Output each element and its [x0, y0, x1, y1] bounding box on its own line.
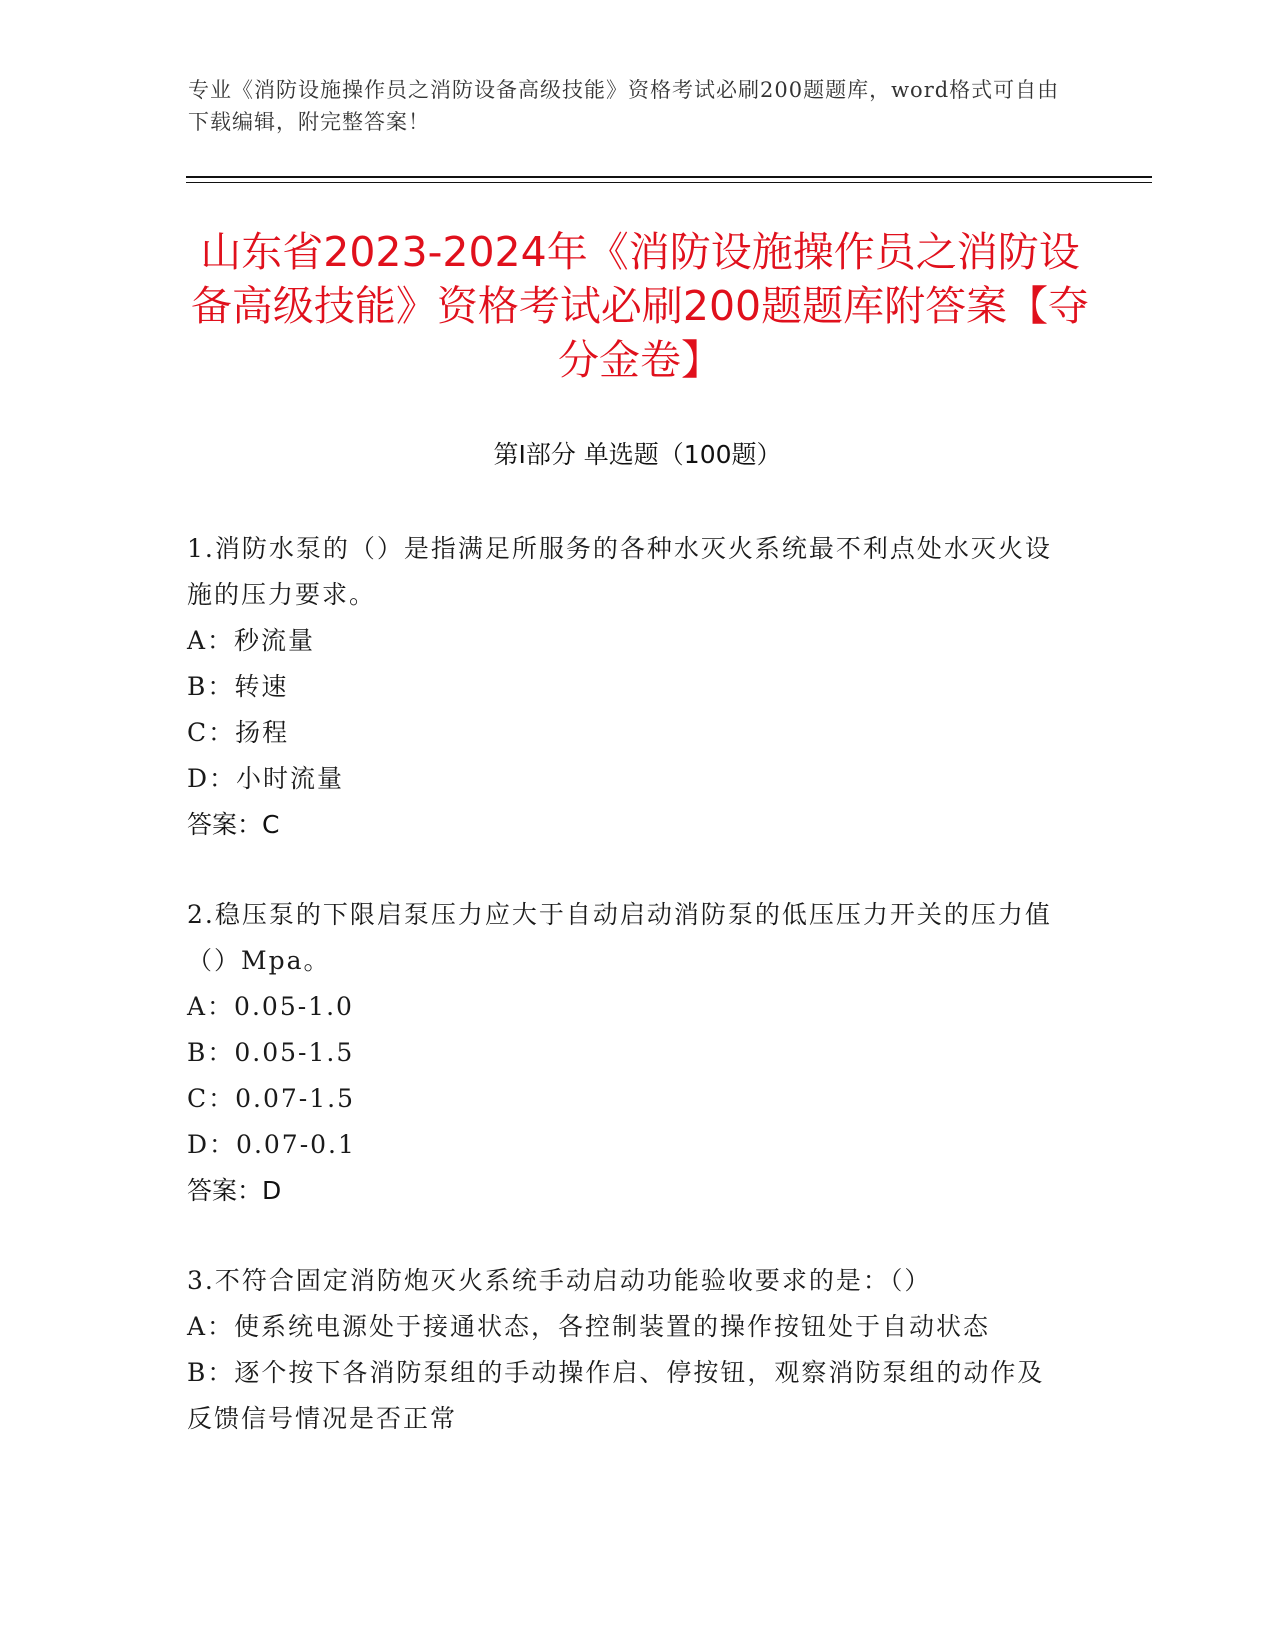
option-a: A：秒流量 — [187, 626, 316, 655]
option-b: B：0.05-1.5 — [187, 1038, 355, 1067]
option-b: B：逐个按下各消防泵组的手动操作启、停按钮，观察消防泵组的动作及反馈信号情况是否正常 — [187, 1358, 1045, 1433]
option-a: A：使系统电源处于接通状态，各控制装置的操作按钮处于自动状态 — [187, 1312, 991, 1341]
question-stem: 1.消防水泵的（）是指满足所服务的各种水灭火系统最不利点处水灭火设施的压力要求。 — [187, 534, 1052, 609]
option-d: D：0.07-0.1 — [187, 1130, 356, 1159]
question-stem: 3.不符合固定消防炮灭火系统手动启动功能验收要求的是：（） — [187, 1266, 932, 1295]
question-list — [187, 526, 1067, 1486]
question-3 — [187, 1258, 1067, 1442]
header-divider-thick — [186, 176, 1152, 178]
header-note: 专业《消防设施操作员之消防设备高级技能》资格考试必刷200题题库，word格式可自由下载编辑，附完整答案！ — [188, 78, 1060, 134]
section-title: 第Ⅰ部分 单选题（100题） — [493, 440, 782, 469]
answer: 答案：C — [187, 810, 280, 839]
answer: 答案：D — [187, 1176, 282, 1205]
option-a: A：0.05-1.0 — [187, 992, 354, 1021]
option-b: B：转速 — [187, 672, 289, 701]
option-c: C：扬程 — [187, 718, 290, 747]
question-1 — [187, 526, 1067, 848]
option-d: D：小时流量 — [187, 764, 345, 793]
question-2 — [187, 892, 1067, 1214]
header-divider-thin — [186, 182, 1152, 183]
question-stem: 2.稳压泵的下限启泵压力应大于自动启动消防泵的低压压力开关的压力值（）Mpa。 — [187, 900, 1052, 975]
option-c: C：0.07-1.5 — [187, 1084, 355, 1113]
document-title: 山东省2023-2024年《消防设施操作员之消防设备高级技能》资格考试必刷200题题库附答案【夺分金卷】 — [190, 228, 1090, 384]
